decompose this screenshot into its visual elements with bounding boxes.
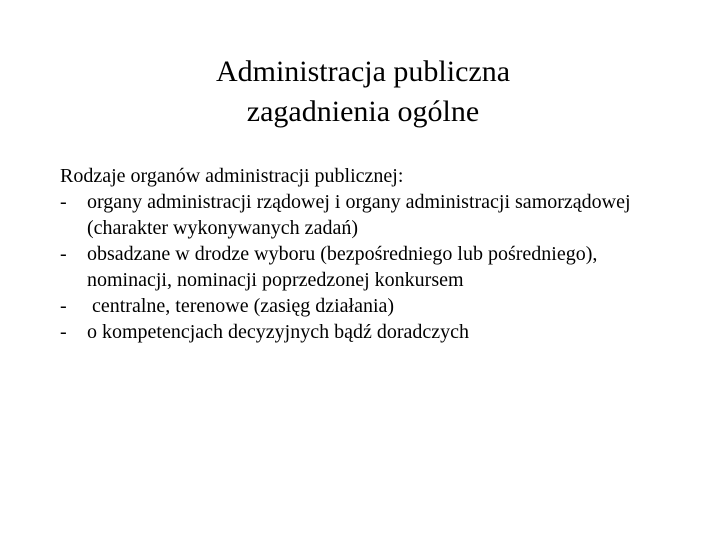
bullet-text: organy administracji rządowej i organy administracji samorządowej (charakter wykonywanych zadań) bbox=[87, 191, 631, 239]
bullet-item-3 bbox=[60, 293, 680, 319]
bullet-dash: - bbox=[60, 295, 67, 317]
bullet-item-1 bbox=[60, 189, 680, 241]
bullet-text: centralne, terenowe (zasięg działania) bbox=[87, 295, 395, 317]
bullet-text: obsadzane w drodze wyboru (bezpośredniego lub pośredniego), nominacji, nominacji poprzedzonej konkursem bbox=[87, 243, 598, 291]
slide-title bbox=[0, 52, 720, 132]
bullet-item-4 bbox=[60, 319, 680, 345]
bullet-dash: - bbox=[60, 321, 67, 343]
body-intro: Rodzaje organów administracji publicznej: bbox=[60, 165, 404, 187]
bullet-dash: - bbox=[60, 191, 67, 213]
bullet-item-2 bbox=[60, 241, 680, 293]
bullet-dash: - bbox=[60, 243, 67, 265]
title-line-2: zagadnienia ogólne bbox=[246, 95, 480, 128]
slide-body bbox=[60, 163, 680, 345]
title-line-1: Administracja publiczna bbox=[215, 55, 511, 88]
bullet-list bbox=[60, 189, 680, 345]
bullet-text: o kompetencjach decyzyjnych bądź doradczych bbox=[87, 321, 470, 343]
